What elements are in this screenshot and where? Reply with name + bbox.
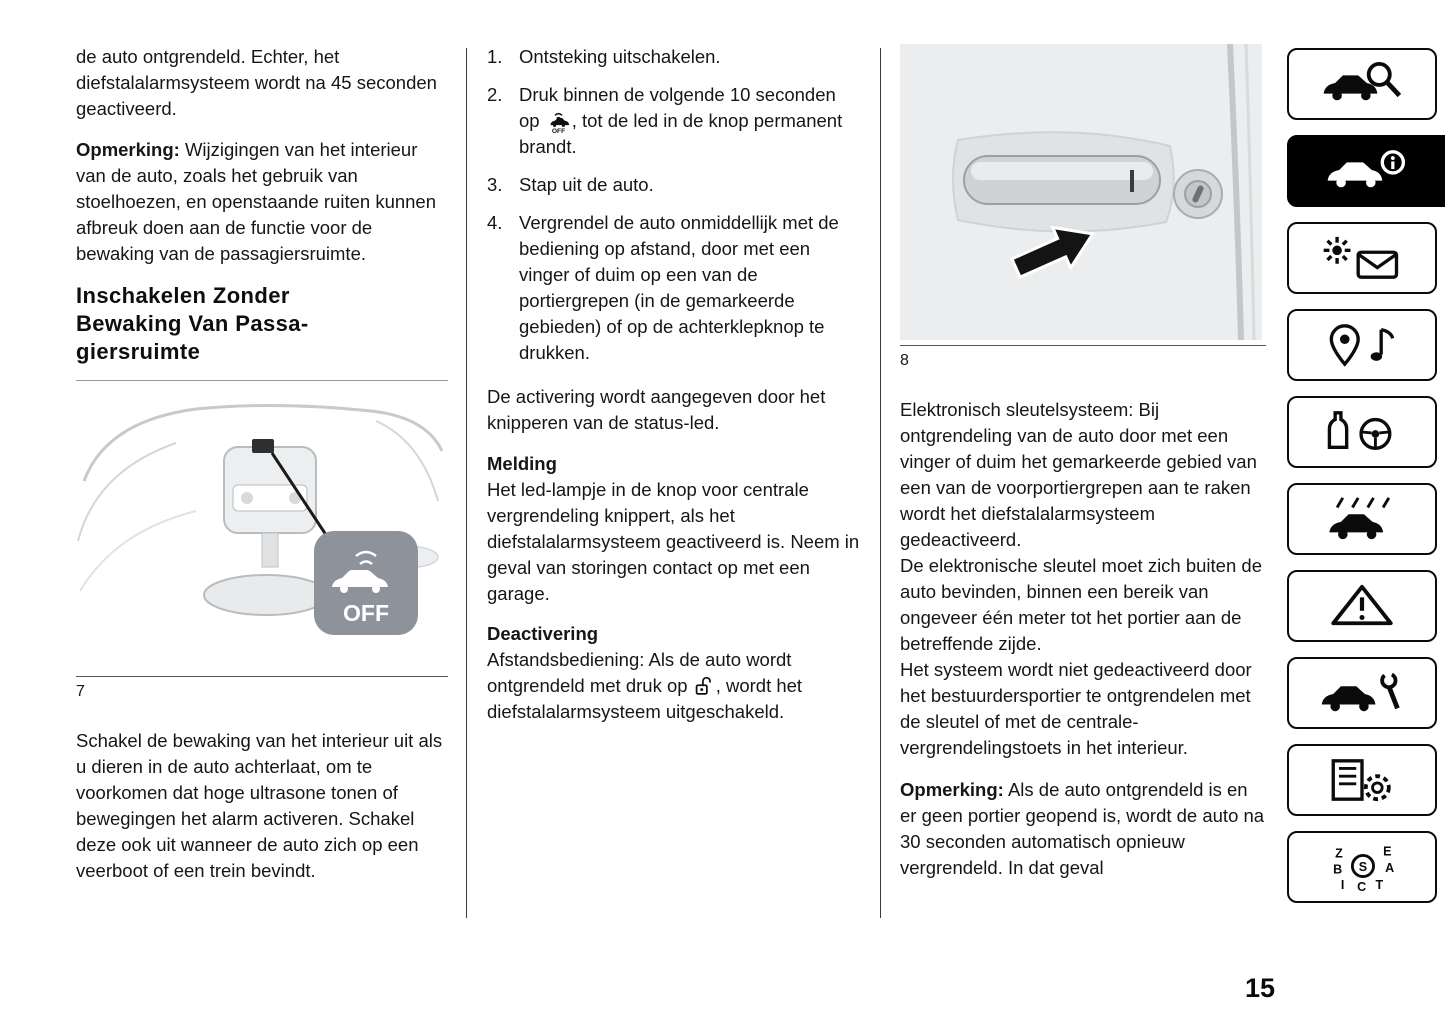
page-number: 15	[1244, 973, 1275, 1003]
document-gear-icon	[1316, 755, 1408, 805]
svg-text:T: T	[1375, 878, 1384, 892]
note-label: Opmerking:	[900, 779, 1004, 800]
svg-text:A: A	[1385, 860, 1395, 875]
car-rain-icon	[1316, 494, 1408, 544]
rearview-mirror	[204, 575, 328, 615]
section-heading: Inschakelen Zonder Bewaking Van Passa- giersruimte	[76, 283, 309, 364]
figure-interior-console	[76, 380, 448, 677]
bottle-steering-wheel-icon	[1316, 407, 1408, 457]
sidebar-tab-car-info[interactable]	[1287, 135, 1445, 207]
sidebar-tab-emergency[interactable]	[1287, 570, 1437, 642]
list-item	[487, 82, 861, 160]
sidebar-tab-car-search[interactable]	[1287, 48, 1437, 120]
svg-text:E: E	[1383, 844, 1392, 859]
column-divider	[466, 48, 467, 918]
sidebar-tab-technical-data[interactable]	[1287, 744, 1437, 816]
car-wrench-icon	[1316, 668, 1408, 718]
list-number: 4.	[487, 212, 503, 233]
svg-text:C: C	[1357, 880, 1367, 892]
list-text: Stap uit de auto.	[519, 174, 654, 195]
paragraph: Elektronisch sleutelsysteem: Bij ontgrendeling van de auto door met een vinger of duim het gemarkeerde gebied van een van de voorportiergrepen aan te raken wordt het diefstalalarmsysteem gedeactiveerd.	[900, 399, 1257, 550]
column-left	[76, 44, 448, 884]
list-number: 2.	[487, 84, 503, 105]
svg-text:OFF: OFF	[551, 128, 565, 134]
car-search-icon	[1316, 59, 1408, 109]
svg-text:B: B	[1333, 862, 1343, 877]
warning-triangle-icon	[1316, 581, 1408, 631]
interior-monitoring-off-icon	[547, 110, 570, 134]
subheading-melding: Melding	[487, 453, 557, 474]
sidebar-tab-index[interactable]	[1287, 831, 1437, 903]
svg-text:Z: Z	[1335, 846, 1343, 861]
sidebar-tab-multimedia[interactable]	[1287, 309, 1437, 381]
sidebar-tab-warning-lights[interactable]	[1287, 222, 1437, 294]
list-text: Ontsteking uitschakelen.	[519, 46, 721, 67]
subheading-deactivering: Deactivering	[487, 623, 599, 644]
note-text: Als de auto ontgrendeld is en er geen portier geopend is, wordt de auto na 30 seconden automatisch opnieuw vergrendeld. In dat geval	[900, 779, 1265, 878]
figure-number: 7	[76, 683, 85, 700]
column-middle	[487, 44, 861, 725]
paragraph: Het systeem wordt niet gedeactiveerd door het bestuurdersportier te ontgrendelen met de sleutel of met de centrale-vergrendelingstoets in het interieur.	[900, 659, 1252, 758]
interior-console-illustration	[76, 381, 446, 671]
note-paragraph	[76, 137, 448, 267]
off-button-label: OFF	[343, 600, 389, 626]
ultrasonic-sensor	[252, 439, 274, 453]
paragraph: Schakel de bewaking van het interieur uit als u dieren in de auto achterlaat, om te voorkomen dat hoge ultrasone tonen of bewegingen het alarm activeren. Schakel deze ook uit wanneer de auto zich op een veerboot of een trein bevindt.	[76, 730, 443, 881]
paragraph: De elektronische sleutel moet zich buiten de auto bevinden, binnen een bereik van ongeveer één meter tot het portier aan de betreffende zijde.	[900, 555, 1262, 654]
section-tab-bar	[1287, 48, 1445, 918]
figure-number: 8	[900, 352, 909, 369]
navigation-music-icon	[1316, 320, 1408, 370]
alphabetical-index-icon	[1327, 842, 1397, 892]
paragraph: de auto ontgrendeld. Echter, het diefstalalarmsysteem wordt na 45 seconden geactiveerd.	[76, 46, 437, 119]
list-number: 3.	[487, 174, 503, 195]
note-paragraph	[900, 777, 1266, 881]
door-handle-illustration	[900, 44, 1262, 340]
paragraph: De activering wordt aangegeven door het knipperen van de status-led.	[487, 386, 826, 433]
list-number: 1.	[487, 46, 503, 67]
sidebar-tab-adverse-conditions[interactable]	[1287, 483, 1437, 555]
paragraph: Het led-lampje in de knop voor centrale vergrendeling knippert, als het diefstalalarmsysteem geactiveerd is. Neem in geval van storingen contact op met een garage.	[487, 479, 860, 604]
figure-door-handle	[900, 44, 1266, 346]
sidebar-tab-maintenance[interactable]	[1287, 657, 1437, 729]
warning-lights-messages-icon	[1316, 233, 1408, 283]
list-item	[487, 210, 861, 366]
svg-text:I: I	[1340, 878, 1345, 892]
note-text: Wijzigingen van het interieur van de auto, zoals het gebruik van stoelhoezen, en openstaande ruiten kunnen afbreuk doen aan de functie voor de bewaking van de passagiersruimte.	[76, 139, 437, 264]
car-info-icon	[1320, 146, 1412, 196]
list-text: Vergrendel de auto onmiddellijk met de bediening op afstand, door met een vinger of duim op een van de portiergrepen (in de gemarkeerde gebieden) of op de achterklepknop te drukken.	[519, 212, 839, 363]
sidebar-tab-safe-driving[interactable]	[1287, 396, 1437, 468]
list-item	[487, 44, 861, 70]
svg-text:S: S	[1358, 859, 1368, 874]
column-right	[900, 44, 1266, 881]
paragraph: Afstandsbediening: Als de auto wordt ontgrendeld met druk op , wordt het diefstalalarmsysteem uitgeschakeld.	[487, 649, 803, 722]
note-label: Opmerking:	[76, 139, 180, 160]
list-item	[487, 172, 861, 198]
list-text: Druk binnen de volgende 10 seconden op OFF , tot de led in de knop permanent brandt.	[519, 84, 843, 157]
unlock-icon	[695, 675, 714, 697]
column-divider	[880, 48, 881, 918]
